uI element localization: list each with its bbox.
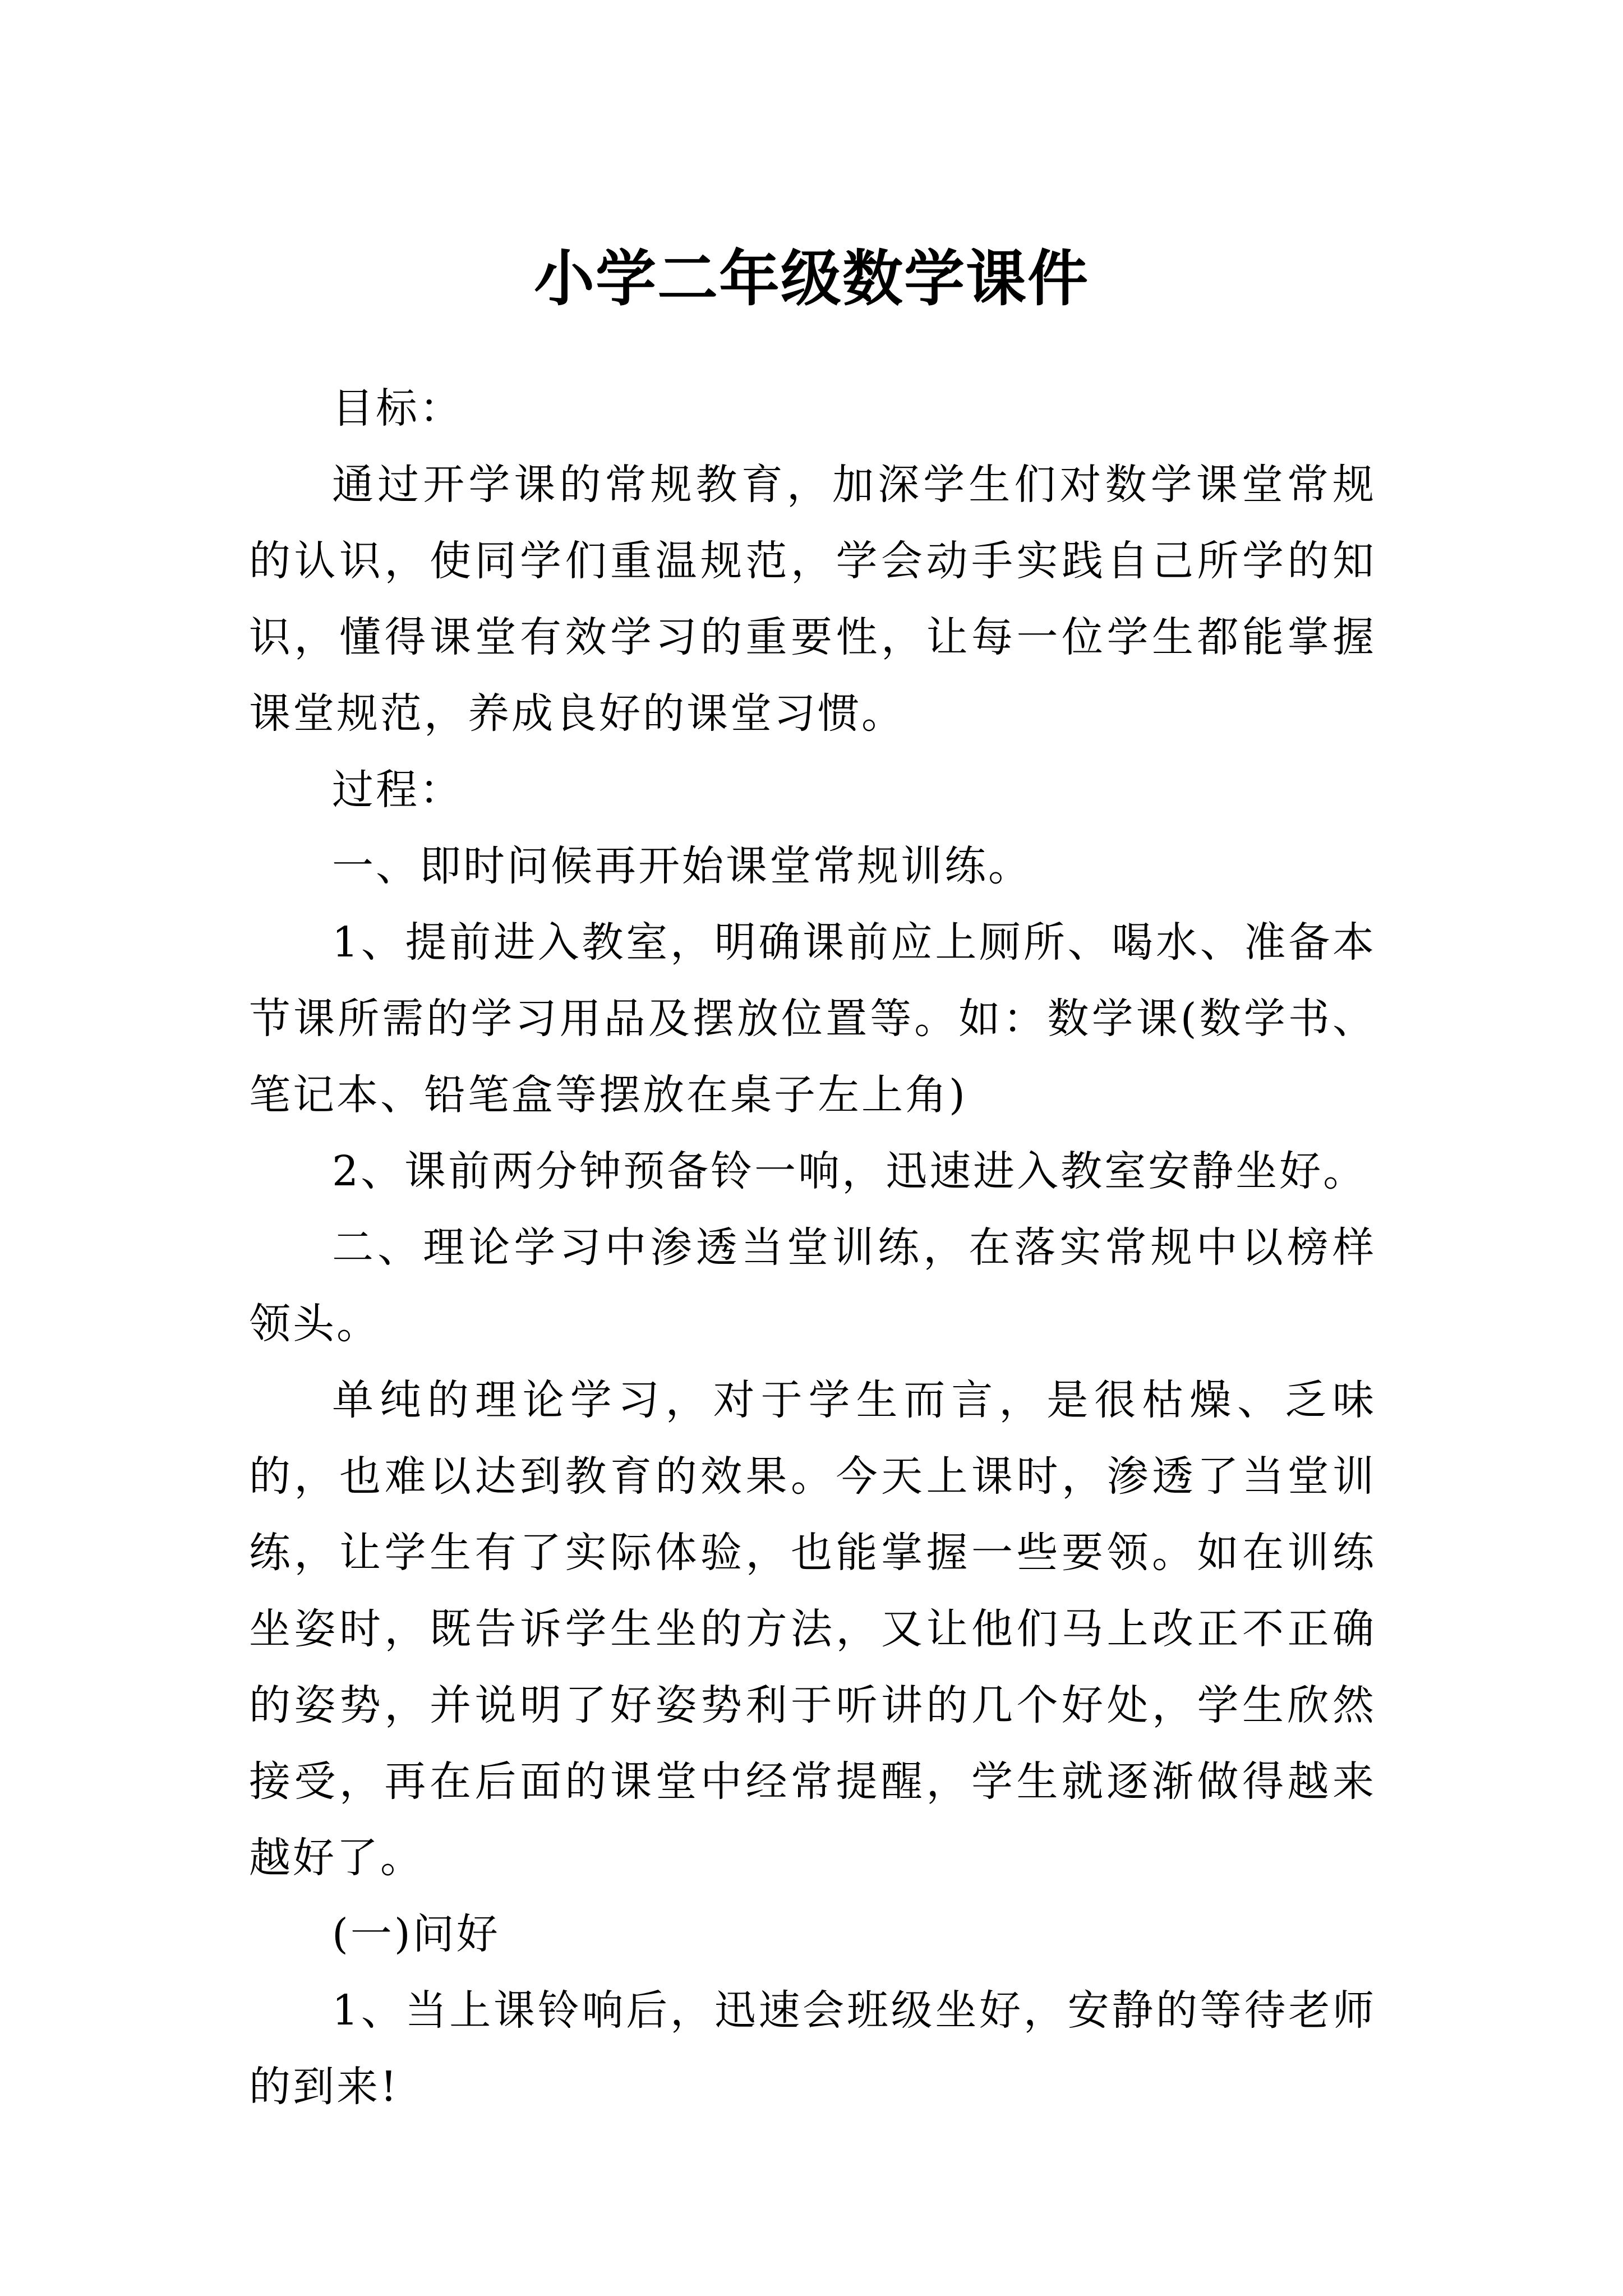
document-title: 小学二年级数学课件 [533,243,1089,315]
paragraph-section-one: 一、即时问候再开始课堂常规训练。 [332,842,1032,890]
paragraph-greeting-heading: (一)问好 [332,1910,500,1958]
paragraph-theory-text: 单纯的理论学习，对于学生而言，是很枯燥、乏味的，也难以达到教育的效果。今天上课时，渗透了当堂训练，让学生有了实际体验，也能掌握一些要领。如在训练坐姿时，既告诉学生坐的方法，又让他们马上改正不正确的姿势，并说明了好姿势利于听讲的几个好处，学生欣然接受，再在后面的课堂中经常提醒，学生就逐渐做得越来越好了。 [249,1376,1376,1882]
paragraph-goal-heading: 目标： [332,384,463,432]
paragraph-item-1: 1、提前进入教室，明确课前应上厕所、喝水、准备本节课所需的学习用品及摆放位置等。如：数学课(数学书、笔记本、铅笔盒等摆放在桌子左上角) [249,918,1376,1119]
paragraph-item-2: 2、课前两分钟预备铃一响，迅速进入教室安静坐好。 [332,1147,1367,1195]
paragraph-goal-text: 通过开学课的常规教育，加深学生们对数学课堂常规的认识，使同学们重温规范，学会动手实践自己所学的知识，懂得课堂有效学习的重要性，让每一位学生都能掌握课堂规范，养成良好的课堂习惯。 [249,461,1376,738]
paragraph-greeting-item-1: 1、当上课铃响后，迅速会班级坐好，安静的等待老师的到来! [249,1986,1376,2111]
paragraph-process-heading: 过程： [332,766,463,814]
paragraph-section-two: 二、理论学习中渗透当堂训练，在落实常规中以榜样领头。 [249,1223,1376,1348]
document-body [249,370,1376,2125]
